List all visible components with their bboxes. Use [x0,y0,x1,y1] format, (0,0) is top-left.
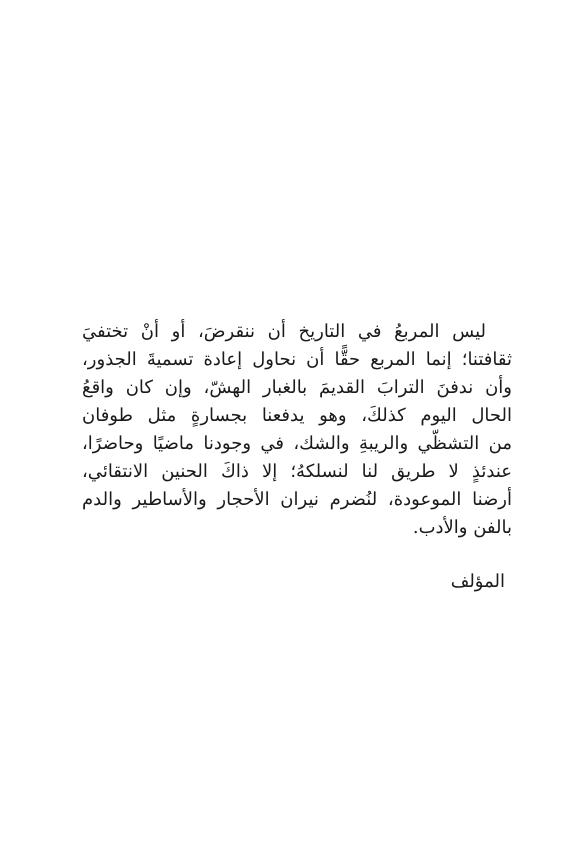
paragraph-line-1: ليس المربعُ في التاريخ أن ننقرضَ، أو أنْ تختفيَ [82,321,486,342]
paragraph-line-8: بالفن والأدب. [412,517,512,538]
paragraph-line-6: عندئذٍ لا طريق لنا لنسلكهُ؛ إلا ذاكَ الحنين الانتقائي، [82,461,512,482]
paragraph-line-5: من التشظّي والريبةِ والشك، في وجودنا ماضيًا وحاضرًا، [82,433,512,454]
paragraph-line-2: ثقافتنا؛ إنما المربع حقًّا أن نحاول إعادة تسميةَ الجذور، [82,349,512,370]
paragraph-line-7: أرضنا الموعودة، لنُضرم نيران الأحجار والأساطير والدم [82,489,512,510]
paragraph-line-3: وأن ندفنَ الترابَ القديمَ بالغبار الهشّ، وإن كان واقعُ [82,377,512,398]
paragraph-line-4: الحال اليوم كذلكَ، وهو يدفعنا بجسارةٍ مثل طوفان [82,405,512,426]
author-signature: المؤلف [450,571,505,592]
preface-paragraph [82,318,512,542]
